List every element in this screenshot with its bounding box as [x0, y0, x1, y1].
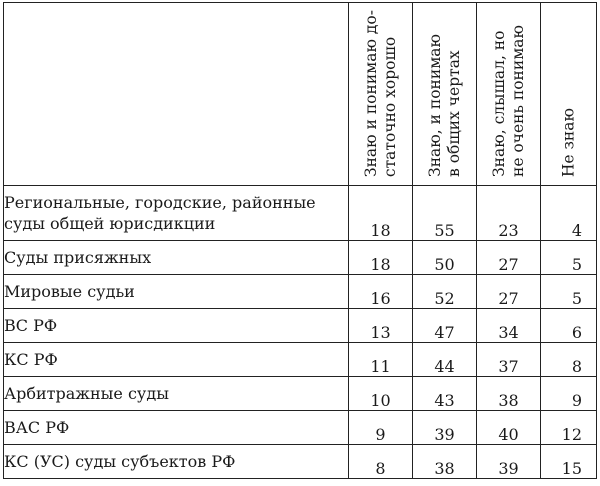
- row-label: КС РФ: [4, 343, 349, 377]
- row-label: Региональные, городские, районные суды общей юрисдикции: [4, 186, 349, 241]
- cell-value: 18: [349, 186, 413, 241]
- cell-value: 8: [541, 343, 597, 377]
- cell-value: 8: [349, 445, 413, 479]
- column-header-4-text: Не знаю: [559, 107, 577, 177]
- cell-value: 39: [413, 411, 477, 445]
- cell-value: 44: [413, 343, 477, 377]
- cell-value: 43: [413, 377, 477, 411]
- cell-value: 38: [477, 377, 541, 411]
- cell-value: 40: [477, 411, 541, 445]
- cell-value: 50: [413, 241, 477, 275]
- corner-cell: [4, 3, 349, 186]
- column-header-1: [349, 3, 413, 186]
- table-row: [4, 275, 597, 309]
- cell-value: 47: [413, 309, 477, 343]
- cell-value: 11: [349, 343, 413, 377]
- column-header-3: [477, 3, 541, 186]
- column-header-4: [541, 3, 597, 186]
- cell-value: 10: [349, 377, 413, 411]
- row-label: ВАС РФ: [4, 411, 349, 445]
- cell-value: 39: [477, 445, 541, 479]
- cell-value: 34: [477, 309, 541, 343]
- row-label: КС (УС) суды субъектов РФ: [4, 445, 349, 479]
- cell-value: 23: [477, 186, 541, 241]
- row-label: ВС РФ: [4, 309, 349, 343]
- cell-value: 12: [541, 411, 597, 445]
- cell-value: 27: [477, 275, 541, 309]
- cell-value: 52: [413, 275, 477, 309]
- table-row: [4, 343, 597, 377]
- cell-value: 4: [541, 186, 597, 241]
- cell-value: 15: [541, 445, 597, 479]
- survey-table: [3, 2, 597, 479]
- table-row: [4, 309, 597, 343]
- table-row: [4, 377, 597, 411]
- cell-value: 13: [349, 309, 413, 343]
- cell-value: 55: [413, 186, 477, 241]
- cell-value: 9: [349, 411, 413, 445]
- cell-value: 9: [541, 377, 597, 411]
- cell-value: 5: [541, 241, 597, 275]
- table-row: [4, 411, 597, 445]
- table-row: [4, 241, 597, 275]
- column-header-1-text: Знаю и понимаю до- статочно хорошо: [361, 9, 399, 177]
- cell-value: 6: [541, 309, 597, 343]
- header-row: [4, 3, 597, 186]
- cell-value: 27: [477, 241, 541, 275]
- cell-value: 37: [477, 343, 541, 377]
- table-row: [4, 186, 597, 241]
- row-label: Суды присяжных: [4, 241, 349, 275]
- table-row: [4, 445, 597, 479]
- cell-value: 18: [349, 241, 413, 275]
- cell-value: 38: [413, 445, 477, 479]
- column-header-3-text: Знаю, слышал, но не очень понимаю: [489, 25, 527, 177]
- row-label: Арбитражные суды: [4, 377, 349, 411]
- column-header-2-text: Знаю, и понимаю в общих чертах: [425, 34, 463, 177]
- cell-value: 5: [541, 275, 597, 309]
- column-header-2: [413, 3, 477, 186]
- cell-value: 16: [349, 275, 413, 309]
- row-label: Мировые судьи: [4, 275, 349, 309]
